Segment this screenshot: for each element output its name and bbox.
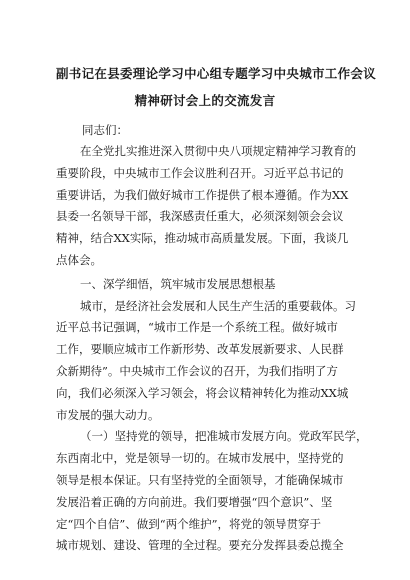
- paragraph-line: 东西南北中，党是领导一切的。在城市发展中，坚持党的: [56, 451, 344, 466]
- paragraph-line: 众新期待”。中央城市工作会议的召开，为我们指明了方: [56, 363, 338, 378]
- document-title: [56, 60, 377, 114]
- paragraph-line: 城市规划、建设、管理的全过程。要充分发挥县委总揽全: [56, 538, 344, 553]
- paragraph-line: 领导是根本保证。只有坚持党的全面领导，才能确保城市: [56, 472, 344, 487]
- paragraph-line: 点体会。: [56, 252, 102, 267]
- intro-paragraph: [56, 141, 354, 272]
- title-line-2: 精神研讨会上的交流发言: [134, 93, 276, 108]
- subsection-paragraph: [56, 426, 368, 557]
- paragraph-line: 市发展的强大动力。: [56, 407, 160, 422]
- paragraph-line: 重要阶段，中央城市工作会议胜利召开。习近平总书记的: [56, 165, 344, 180]
- paragraph-line: 精神，结合XX实际，推动城市高质量发展。下面，我谈几: [56, 231, 349, 246]
- paragraph-line: 工作，要顺应城市工作新形势、改革发展新要求、人民群: [56, 342, 344, 357]
- paragraph-line: 发展沿着正确的方向前进。我们要增强“四个意识”、坚: [56, 494, 333, 509]
- body-paragraph: [56, 296, 354, 427]
- paragraph-line: 县委一名领导干部，我深感责任重大，必须深刻领会会议: [56, 209, 344, 224]
- paragraph-line: 在全党扎实推进深入贯彻中央八项规定精神学习教育的: [80, 144, 356, 158]
- paragraph-line: 近平总书记强调，“城市工作是一个系统工程。做好城市: [56, 320, 338, 335]
- title-line-1: 副书记在县委理论学习中心组专题学习中央城市工作会议: [56, 66, 377, 81]
- section-heading: 一、深学细悟，筑牢城市发展思想根基: [80, 276, 276, 291]
- paragraph-line: 向，我们必须深入学习领会，将会议精神转化为推动XX城: [56, 385, 349, 400]
- salutation: 同志们：: [82, 123, 128, 137]
- paragraph-line: （一）坚持党的领导，把准城市发展方向。党政军民学，: [80, 429, 368, 444]
- paragraph-line: 重要讲话，为我们做好城市工作提供了根本遵循。作为XX: [56, 187, 349, 202]
- paragraph-line: 城市，是经济社会发展和人民生产生活的重要载体。习: [80, 298, 356, 313]
- paragraph-line: 定“四个自信”、做到“两个维护”，将党的领导贯穿于: [56, 516, 322, 531]
